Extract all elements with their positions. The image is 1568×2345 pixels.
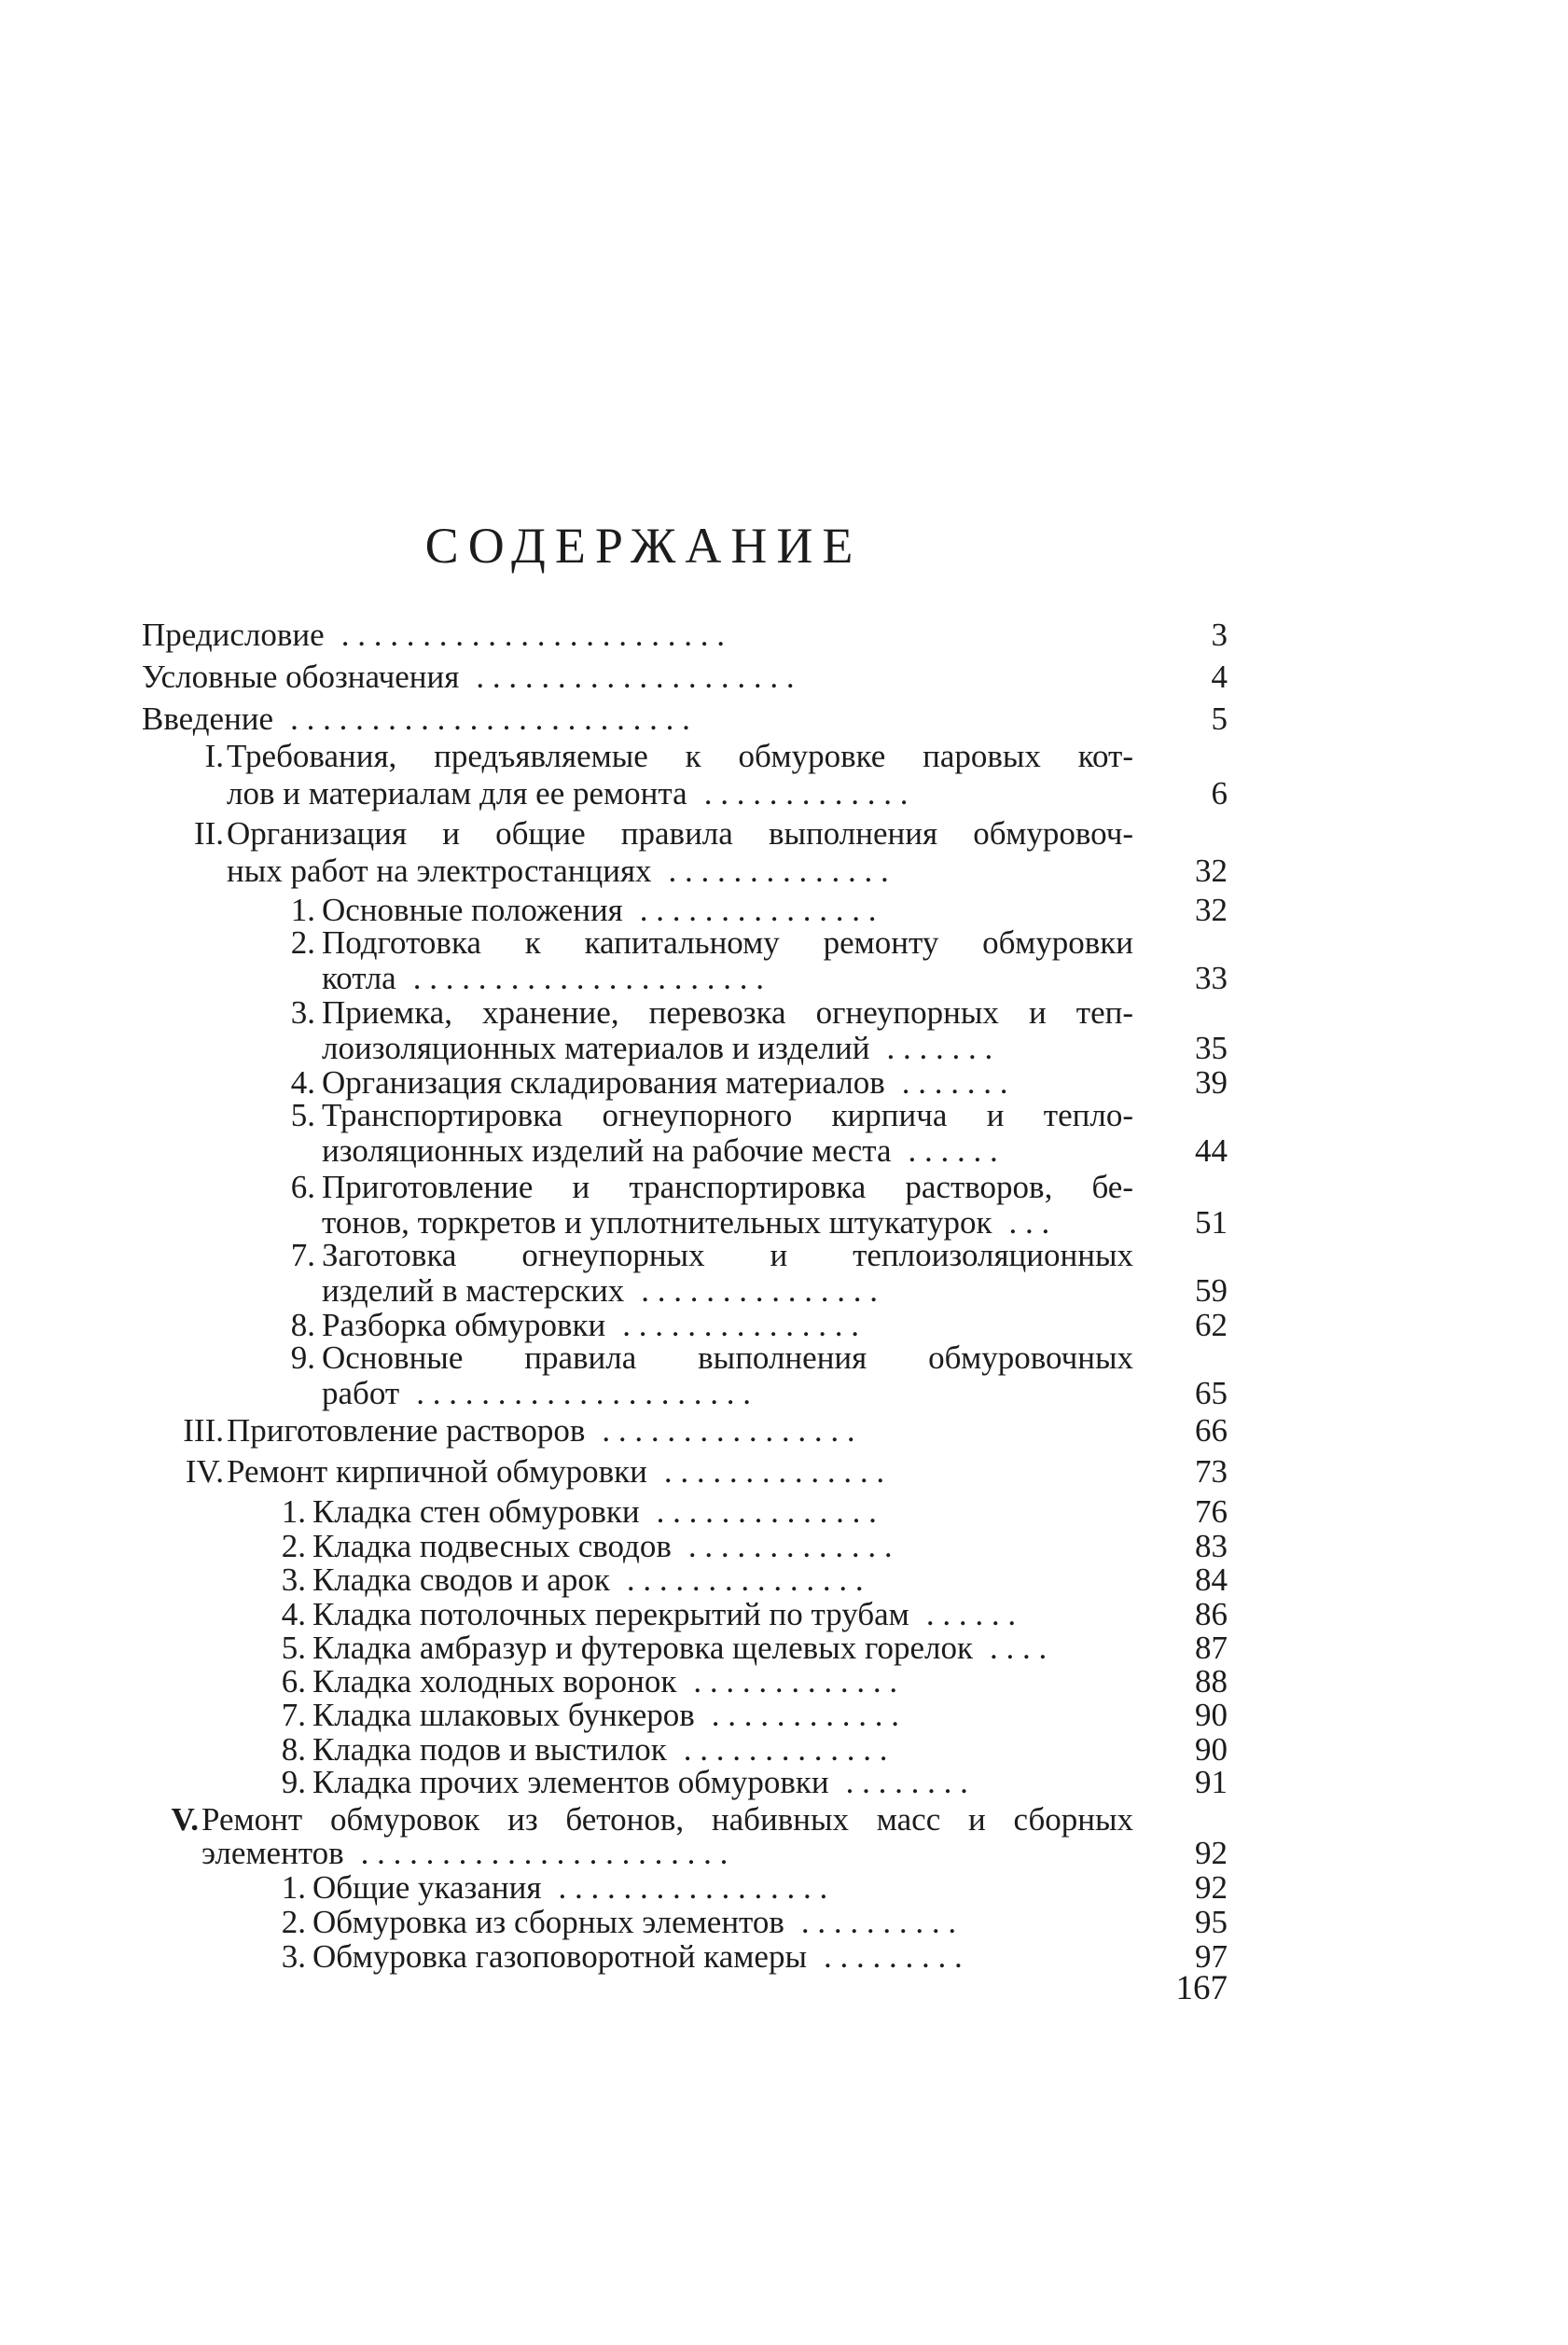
toc-page-number: 44 — [1195, 1132, 1228, 1169]
toc-entry-number: I. — [204, 738, 224, 774]
toc-entry-title: Обмуровка газоповоротной камеры — [312, 1938, 807, 1975]
toc-page-number: 91 — [1195, 1764, 1228, 1800]
dot-leader: . . . . . . . . . . . . . . — [663, 1453, 885, 1490]
toc-page-number: 4 — [1211, 659, 1228, 695]
toc-page-number: 35 — [1195, 1030, 1228, 1066]
toc-entry-number: 3. — [281, 1938, 306, 1975]
toc-entry-title: Кладка подов и выстилок — [312, 1731, 667, 1768]
toc-entry-title: Обмуровка из сборных элементов — [312, 1904, 784, 1940]
toc-entry-number: III. — [183, 1412, 224, 1449]
toc-entry-title: Разборка обмуровки — [322, 1307, 606, 1343]
toc-page-number: 76 — [1195, 1493, 1228, 1530]
toc-entry-title: тонов, торкретов и уплотнительных штукатурок — [322, 1204, 992, 1241]
toc-entry — [0, 1903, 1568, 1942]
dot-leader: . . . . . . . . . . . . . . . . . — [558, 1869, 828, 1906]
dot-leader: . . . . . . . . . . . . . . . . . . . . . . . . . — [290, 701, 690, 737]
toc-entry-title: Основные правила выполнения обмуровочных — [322, 1339, 1133, 1376]
toc-entry-number: 9. — [281, 1764, 306, 1800]
toc-entry-title: Кладка холодных воронок — [312, 1663, 677, 1700]
toc-page-number: 39 — [1195, 1064, 1228, 1101]
toc-page-number: 65 — [1195, 1375, 1228, 1411]
toc-entry-title: лов и материалам для ее ремонта — [227, 775, 687, 812]
dot-leader: . . . . . . . . . . . . . . . . . . . . . — [416, 1375, 751, 1411]
dot-leader: . . . . . . . . . . . . . . . — [639, 892, 877, 928]
toc-entry — [0, 1937, 1568, 1977]
toc-entry-title: ных работ на электростанциях — [227, 853, 652, 889]
toc-entry-number: II. — [193, 815, 224, 852]
toc-entry-title: Заготовка огнеупорных и теплоизоляционных — [322, 1237, 1133, 1273]
toc-entry-title: Кладка подвесных сводов — [312, 1528, 672, 1564]
toc-entry — [0, 737, 1568, 776]
toc-entry-continuation — [0, 1029, 1568, 1068]
toc-page-number: 90 — [1195, 1697, 1228, 1733]
toc-entry-continuation — [0, 852, 1568, 891]
toc-entry-number: 6. — [281, 1663, 306, 1700]
toc-entry-number: 1. — [281, 1869, 306, 1906]
dot-leader: . . . . . . . . . . . . . . . . — [602, 1412, 855, 1449]
dot-leader: . . . — [1008, 1204, 1050, 1241]
toc-entry-title: Ремонт кирпичной обмуровки — [227, 1453, 647, 1490]
toc-entry-number: 7. — [290, 1237, 315, 1273]
toc-page-number: 95 — [1195, 1904, 1228, 1940]
toc-page-number: 83 — [1195, 1528, 1228, 1564]
toc-entry-continuation — [0, 1834, 1568, 1873]
toc-page-number: 86 — [1195, 1596, 1228, 1632]
dot-leader: . . . . . . . . . . . . . . . . . . . . . . . . — [340, 617, 725, 653]
toc-entry-title: Условные обозначения — [142, 659, 460, 695]
toc-entry — [0, 1561, 1568, 1600]
toc-entry-title: Приемка, хранение, перевозка огнеупорных и теп- — [322, 994, 1133, 1031]
dot-leader: . . . . . . . . . . . . . . . . . . . . — [476, 659, 795, 695]
toc-entry-title: Подготовка к капитальному ремонту обмуровки — [322, 924, 1133, 961]
toc-entry-number: 2. — [281, 1904, 306, 1940]
dot-leader: . . . . . . . . . . . . . . — [668, 853, 889, 889]
dot-leader: . . . . . . . . . . . . . — [693, 1663, 898, 1700]
page-number: 167 — [1175, 1969, 1228, 2007]
toc-entry-title: Основные положения — [322, 892, 623, 928]
dot-leader: . . . . — [989, 1630, 1048, 1666]
toc-entry-title: Кладка прочих элементов обмуровки — [312, 1764, 829, 1800]
toc-entry — [0, 700, 1568, 739]
toc-entry-title: котла — [322, 960, 396, 996]
toc-entry-number: 2. — [290, 924, 315, 961]
dot-leader: . . . . . . . . . . . . . . . . . . . . . . — [412, 960, 764, 996]
toc-entry-number: V. — [171, 1801, 199, 1838]
toc-entry-number: 5. — [281, 1630, 306, 1666]
dot-leader: . . . . . . . . . . . . . . . — [626, 1561, 864, 1598]
page-title: СОДЕРЖАНИЕ — [424, 518, 863, 574]
toc-entry — [0, 1763, 1568, 1802]
toc-entry-continuation — [0, 1271, 1568, 1311]
toc-page-number: 88 — [1195, 1663, 1228, 1700]
toc-entry-continuation — [0, 1131, 1568, 1171]
toc-page-number: 92 — [1195, 1869, 1228, 1906]
toc-entry-number: 8. — [281, 1731, 306, 1768]
toc-entry — [0, 1236, 1568, 1275]
dot-leader: . . . . . . . . — [845, 1764, 968, 1800]
dot-leader: . . . . . . . . . . . . . — [703, 775, 909, 812]
dot-leader: . . . . . . — [925, 1596, 1017, 1632]
toc-entry — [0, 923, 1568, 963]
toc-entry — [0, 1096, 1568, 1135]
toc-page-number: 32 — [1195, 892, 1228, 928]
toc-entry — [0, 1339, 1568, 1378]
toc-entry-number: 1. — [281, 1493, 306, 1530]
toc-entry — [0, 1868, 1568, 1908]
toc-entry-title: Организация складирования материалов — [322, 1064, 885, 1101]
toc-entry-number: 3. — [290, 994, 315, 1031]
toc-page-number: 62 — [1195, 1307, 1228, 1343]
toc-entry — [0, 814, 1568, 853]
toc-entry — [0, 1696, 1568, 1735]
toc-entry-title: изделий в мастерских — [322, 1272, 625, 1309]
toc-entry-number: 6. — [290, 1169, 315, 1205]
dot-leader: . . . . . . . . . . . . . . . . . . . . . . . — [360, 1835, 728, 1871]
toc-entry — [0, 1168, 1568, 1207]
toc-entry-continuation — [0, 1374, 1568, 1413]
toc-page-number: 6 — [1211, 775, 1228, 812]
toc-entry-title: Требования, предъявляемые к обмуровке паровых кот- — [227, 738, 1133, 774]
toc-entry-title: элементов — [201, 1835, 344, 1871]
toc-entry-number: IV. — [185, 1453, 224, 1490]
toc-entry-number: 5. — [290, 1097, 315, 1133]
toc-page-number: 73 — [1195, 1453, 1228, 1490]
dot-leader: . . . . . . . — [886, 1030, 993, 1066]
toc-entry-title: Общие указания — [312, 1869, 542, 1906]
toc-entry-title: Кладка шлаковых бункеров — [312, 1697, 695, 1733]
toc-page-number: 92 — [1195, 1835, 1228, 1871]
toc-entry-number: 8. — [290, 1307, 315, 1343]
toc-entry-title: Предисловие — [142, 617, 325, 653]
toc-page-number: 87 — [1195, 1630, 1228, 1666]
toc-page-number: 33 — [1195, 960, 1228, 996]
toc-page-number: 59 — [1195, 1272, 1228, 1309]
toc-entry-number: 7. — [281, 1697, 306, 1733]
toc-entry-number: 3. — [281, 1561, 306, 1598]
toc-entry-number: 4. — [290, 1064, 315, 1101]
dot-leader: . . . . . . . . . — [823, 1938, 963, 1975]
dot-leader: . . . . . . . . . . . . . . . — [641, 1272, 879, 1309]
toc-page-number: 51 — [1195, 1204, 1228, 1241]
dot-leader: . . . . . . . . . . . . — [711, 1697, 900, 1733]
toc-entry-title: Кладка потолочных перекрытий по трубам — [312, 1596, 909, 1632]
toc-entry — [0, 658, 1568, 697]
dot-leader: . . . . . . . . . . . . . . . — [622, 1307, 860, 1343]
toc-page-number: 84 — [1195, 1561, 1228, 1598]
toc-entry-title: изоляционных изделий на рабочие места — [322, 1132, 892, 1169]
toc-page-number: 66 — [1195, 1412, 1228, 1449]
toc-page-number: 3 — [1211, 617, 1228, 653]
toc-entry-number: 9. — [290, 1339, 315, 1376]
dot-leader: . . . . . . . . . . . . . — [683, 1731, 888, 1768]
toc-entry-title: работ — [322, 1375, 400, 1411]
toc-entry-number: 2. — [281, 1528, 306, 1564]
toc-entry-continuation — [0, 774, 1568, 813]
toc-entry-title: Приготовление и транспортировка растворов, бе- — [322, 1169, 1133, 1205]
dot-leader: . . . . . . . . . . . . . — [687, 1528, 893, 1564]
toc-entry — [0, 616, 1568, 655]
toc-entry-title: Организация и общие правила выполнения обмуровоч- — [227, 815, 1133, 852]
dot-leader: . . . . . . . . . . . . . . — [656, 1493, 877, 1530]
dot-leader: . . . . . . . . . . — [800, 1904, 957, 1940]
toc-entry-title: Кладка амбразур и футеровка щелевых горелок — [312, 1630, 973, 1666]
toc-entry-title: Транспортировка огнеупорного кирпича и тепло- — [322, 1097, 1133, 1133]
toc-entry-title: Кладка стен обмуровки — [312, 1493, 640, 1530]
toc-page-number: 32 — [1195, 853, 1228, 889]
toc-entry-continuation — [0, 959, 1568, 998]
toc-entry-title: Кладка сводов и арок — [312, 1561, 610, 1598]
toc-entry-title: Введение — [142, 701, 274, 737]
toc-entry — [0, 1452, 1568, 1492]
toc-entry — [0, 993, 1568, 1033]
toc-entry — [0, 1411, 1568, 1450]
toc-entry-title: Приготовление растворов — [227, 1412, 586, 1449]
toc-entry-number: 1. — [290, 892, 315, 928]
dot-leader: . . . . . . — [908, 1132, 998, 1169]
toc-entry-title: Ремонт обмуровок из бетонов, набивных масс и сборных — [201, 1801, 1133, 1838]
toc-page-number: 5 — [1211, 701, 1228, 737]
toc-entry-title: лоизоляционных материалов и изделий — [322, 1030, 870, 1066]
dot-leader: . . . . . . . — [901, 1064, 1008, 1101]
toc-entry — [0, 1492, 1568, 1532]
toc-page-number: 97 — [1195, 1938, 1228, 1975]
toc-entry-number: 4. — [281, 1596, 306, 1632]
toc-page-number: 90 — [1195, 1731, 1228, 1768]
